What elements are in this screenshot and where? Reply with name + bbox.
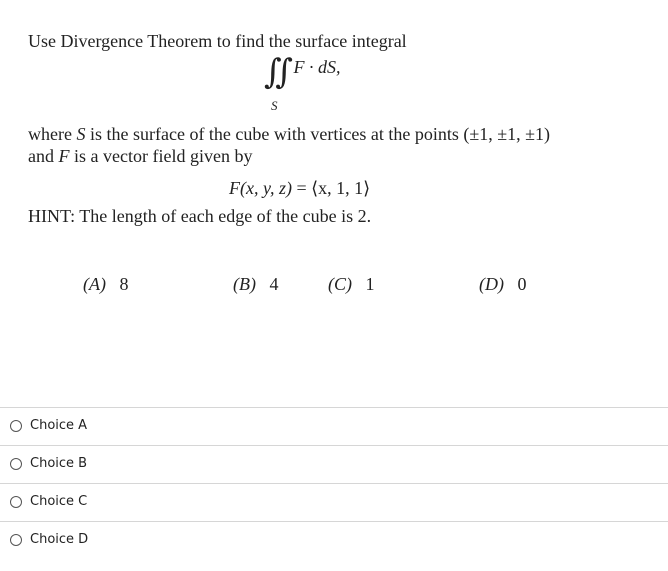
choice-b-option[interactable] — [0, 445, 668, 484]
choice-label[interactable]: Choice B — [30, 456, 88, 471]
text: and — [28, 146, 59, 166]
hint-text: HINT: The length of each edge of the cube is 2. — [28, 206, 372, 226]
choice-label[interactable]: Choice D — [30, 532, 89, 547]
question-line-2 — [28, 124, 550, 145]
answer-value: 4 — [269, 274, 279, 294]
field-lhs: F(x, y, z) — [229, 178, 292, 198]
choice-a-option[interactable] — [0, 407, 668, 446]
answer-label: (B) — [233, 274, 256, 294]
answer-c — [328, 274, 375, 295]
choice-label[interactable]: Choice C — [30, 494, 88, 509]
answer-value: 0 — [517, 274, 527, 294]
text: is the surface of the cube with vertices at the points (±1, ±1, ±1) — [85, 124, 550, 144]
integrand: F · dS, — [293, 57, 341, 77]
field-rhs: ⟨x, 1, 1⟩ — [311, 178, 371, 198]
double-integral-icon: ∬ — [264, 54, 283, 91]
choice-c-option[interactable] — [0, 483, 668, 522]
integral-subscript: S — [271, 98, 278, 113]
text: where — [28, 124, 77, 144]
variable-s: S — [76, 124, 86, 144]
question-line-1: Use Divergence Theorem to find the surface integral — [28, 31, 407, 51]
choice-label[interactable]: Choice A — [30, 418, 88, 433]
answer-value: 8 — [119, 274, 129, 294]
answer-value: 1 — [365, 274, 375, 294]
choice-d-option[interactable] — [0, 521, 668, 560]
answer-label: (D) — [479, 274, 504, 294]
text: is a vector field given by — [69, 146, 253, 166]
answer-label: (A) — [83, 274, 106, 294]
answer-label: (C) — [328, 274, 352, 294]
question-line-3 — [28, 146, 252, 167]
answer-b — [233, 274, 278, 295]
radio-button-icon[interactable] — [10, 458, 22, 470]
answer-a — [83, 274, 128, 295]
variable-f: F — [58, 146, 70, 166]
surface-integral — [264, 52, 341, 92]
radio-button-icon[interactable] — [10, 534, 22, 546]
vector-field-equation — [229, 178, 370, 199]
answer-d — [479, 274, 527, 295]
radio-button-icon[interactable] — [10, 420, 22, 432]
radio-button-icon[interactable] — [10, 496, 22, 508]
equals: = — [291, 178, 312, 198]
